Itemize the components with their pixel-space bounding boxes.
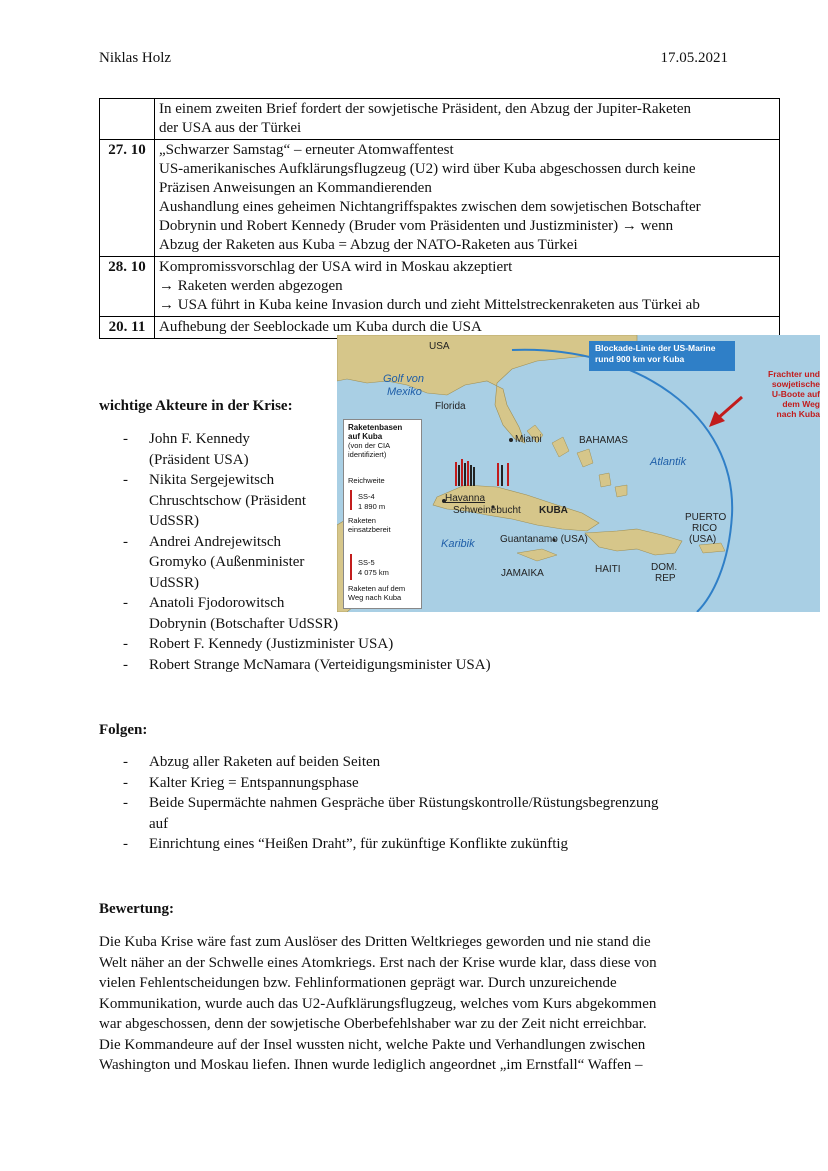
table-row xyxy=(100,99,780,140)
table-row xyxy=(100,257,780,317)
folgen-heading: Folgen: xyxy=(99,722,148,738)
timeline-date: 27. 10 xyxy=(100,140,155,257)
timeline-line: „Schwarzer Samstag“ – erneuter Atomwaffentest xyxy=(159,142,454,158)
bewertung-heading: Bewertung: xyxy=(99,901,174,917)
label-miami: Miami xyxy=(515,434,542,445)
freighter-note-line: nach Kuba xyxy=(776,409,820,419)
actors-heading: wichtige Akteure in der Krise: xyxy=(99,398,293,414)
bewertung-paragraph xyxy=(99,932,739,1076)
timeline-entry xyxy=(155,140,780,257)
table-row xyxy=(100,140,780,257)
legend-ss4-status: Raketen xyxy=(348,516,376,525)
paragraph-line: Kommunikation, wurde auch das U2-Aufklärungsflugzeug, welches vom Kurs abgekommen xyxy=(99,995,657,1012)
timeline-date xyxy=(100,99,155,140)
timeline-line: Aufhebung der Seeblockade um Kuba durch die USA xyxy=(159,319,482,335)
label-kuba: KUBA xyxy=(539,505,568,516)
list-item xyxy=(99,593,491,634)
label-atlantik: Atlantik xyxy=(650,456,687,468)
timeline-line: Dobrynin und Robert Kennedy (Bruder vom Präsidenten und Justizminister) → wenn xyxy=(159,218,674,234)
paragraph-line: Die Kommandeure auf der Insel wussten nicht, welche Pakte und Verhandlungen zwischen xyxy=(99,1036,646,1053)
paragraph-line: Welt näher an der Schwelle eines Atomkriegs. Erst nach der Krise wurde klar, dass diese von xyxy=(99,954,657,971)
label-dom-line1: DOM. xyxy=(651,562,678,573)
paragraph-line: war abgeschossen, denn der sowjetische Oberbefehlshaber war zu der Zeit nicht erreichbar. xyxy=(99,1016,647,1032)
legend-subtitle: (von der CIA xyxy=(348,441,391,450)
timeline-line: der USA aus der Türkei xyxy=(159,120,302,136)
paragraph-line: vielen Fehlentscheidungen bzw. Fehlinformationen geprägt war. Durch unzureichende xyxy=(99,975,617,991)
list-item-line: UdSSR) xyxy=(149,513,200,529)
label-bahamas: BAHAMAS xyxy=(579,435,628,446)
list-item-line: auf xyxy=(149,815,169,832)
label-pr-line2: RICO xyxy=(692,523,717,534)
timeline-entry xyxy=(155,257,780,317)
timeline-line: → USA führt in Kuba keine Invasion durch und zieht Mittelstreckenraketen aus Türkei ab xyxy=(159,297,700,313)
legend-range-label: Reichweite xyxy=(348,476,385,485)
timeline-date: 28. 10 xyxy=(100,257,155,317)
legend-title: auf Kuba xyxy=(348,432,383,441)
label-havanna: Havanna xyxy=(445,493,486,504)
list-item-line: Chruschtschow (Präsident xyxy=(149,492,307,509)
legend-subtitle: identifiziert) xyxy=(348,450,387,459)
label-florida: Florida xyxy=(435,401,466,412)
list-item-line: - Robert F. Kennedy (Justizminister USA) xyxy=(149,636,394,652)
label-karibik: Karibik xyxy=(441,538,475,550)
timeline-line: Abzug der Raketen aus Kuba = Abzug der NATO-Raketen aus Türkei xyxy=(159,237,578,253)
paragraph-line: Washington und Moskau liefen. Ihnen wurde lediglich angeordnet „im Ernstfall“ Waffen – xyxy=(99,1057,643,1073)
legend-ss4-status: einsatzbereit xyxy=(348,525,391,534)
legend-ss4-range: 1 890 m xyxy=(358,502,386,511)
list-item-line: - Nikita Sergejewitsch xyxy=(149,472,275,488)
list-item xyxy=(99,429,491,470)
freighter-note-line: U-Boote auf xyxy=(771,389,820,399)
freighter-note-line: dem Weg xyxy=(782,399,820,409)
label-usa: USA xyxy=(429,341,450,352)
list-item-line: - Anatoli Fjodorowitsch xyxy=(149,595,285,611)
legend-title: Raketenbasen xyxy=(348,423,403,432)
list-item-line: UdSSR) xyxy=(149,574,200,591)
list-item-line: - Abzug aller Raketen auf beiden Seiten xyxy=(149,754,381,770)
label-pr-line1: PUERTO xyxy=(685,512,727,523)
timeline-line: → Raketen werden abgezogen xyxy=(159,278,343,294)
legend-ss5-status: Weg nach Kuba xyxy=(348,593,402,602)
list-item-line: - Robert Strange McNamara (Verteidigungsminister USA) xyxy=(149,656,491,673)
list-item xyxy=(99,834,658,855)
freighter-note-line: sowjetische xyxy=(771,379,820,389)
timeline-line: In einem zweiten Brief fordert der sowjetische Präsident, den Abzug der Jupiter-Raketen xyxy=(159,101,692,117)
list-item xyxy=(99,773,658,794)
author-name: Niklas Holz xyxy=(99,50,172,66)
freighter-note-line: Frachter und xyxy=(768,369,820,379)
timeline-table xyxy=(99,98,780,339)
blockade-label-line: rund 900 km vor Kuba xyxy=(595,354,685,364)
list-item-line: - Beide Supermächte nahmen Gespräche über Rüstungskontrolle/Rüstungsbegrenzung xyxy=(149,795,659,811)
blockade-label xyxy=(589,341,735,371)
folgen-list xyxy=(99,752,658,855)
timeline-entry xyxy=(155,99,780,140)
timeline-line: Kompromissvorschlag der USA wird in Moskau akzeptiert xyxy=(159,259,513,275)
actors-list xyxy=(99,429,491,675)
label-dom-line2: REP xyxy=(655,573,676,584)
list-item-line: - Andrei Andrejewitsch xyxy=(149,533,282,550)
legend-ss4-name: SS-4 xyxy=(358,492,375,501)
legend-ss5-name: SS-5 xyxy=(358,558,375,567)
list-item-line: (Präsident USA) xyxy=(149,451,249,468)
list-item xyxy=(99,470,491,532)
list-item xyxy=(99,752,658,773)
blockade-label-line: Blockade-Linie der US-Marine xyxy=(595,343,716,353)
label-guantanamo: Guantanamo (USA) xyxy=(500,534,588,545)
list-item xyxy=(99,532,491,594)
timeline-line: Präzisen Anweisungen an Kommandierenden xyxy=(159,180,432,196)
legend-ss5-range: 4 075 km xyxy=(358,568,389,577)
label-schweinebucht: Schweinebucht xyxy=(453,505,521,516)
label-haiti: HAITI xyxy=(595,564,621,575)
legend-ss5-status: Raketen auf dem xyxy=(348,584,406,593)
list-item-line: Gromyko (Außenminister xyxy=(149,554,305,570)
list-item xyxy=(99,793,658,834)
list-item-line: - Einrichtung eines “Heißen Draht”, für zukünftige Konflikte zukünftig xyxy=(149,836,569,852)
list-item xyxy=(99,634,491,655)
document-date: 17.05.2021 xyxy=(660,50,728,66)
freighter-note xyxy=(747,369,820,419)
list-item-line: - Kalter Krieg = Entspannungsphase xyxy=(149,774,359,791)
list-item-line: - John F. Kennedy xyxy=(149,431,250,447)
paragraph-line: Die Kuba Krise wäre fast zum Auslöser des Dritten Weltkrieges geworden und nie stand die xyxy=(99,934,651,950)
label-golf-line1: Golf von xyxy=(383,373,424,385)
timeline-line: Aushandlung eines geheimen Nichtangriffspaktes zwischen dem sowjetischen Botschafter xyxy=(159,199,701,215)
timeline-date: 20. 11 xyxy=(100,317,155,339)
label-pr-line3: (USA) xyxy=(689,534,717,545)
label-jamaika: JAMAIKA xyxy=(501,568,544,579)
timeline-line: US-amerikanisches Aufklärungsflugzeug (U2) wird über Kuba abgeschossen durch keine xyxy=(159,161,696,177)
label-golf-line2: Mexiko xyxy=(387,386,422,398)
list-item-line: Dobrynin (Botschafter UdSSR) xyxy=(149,615,339,632)
list-item xyxy=(99,655,491,676)
